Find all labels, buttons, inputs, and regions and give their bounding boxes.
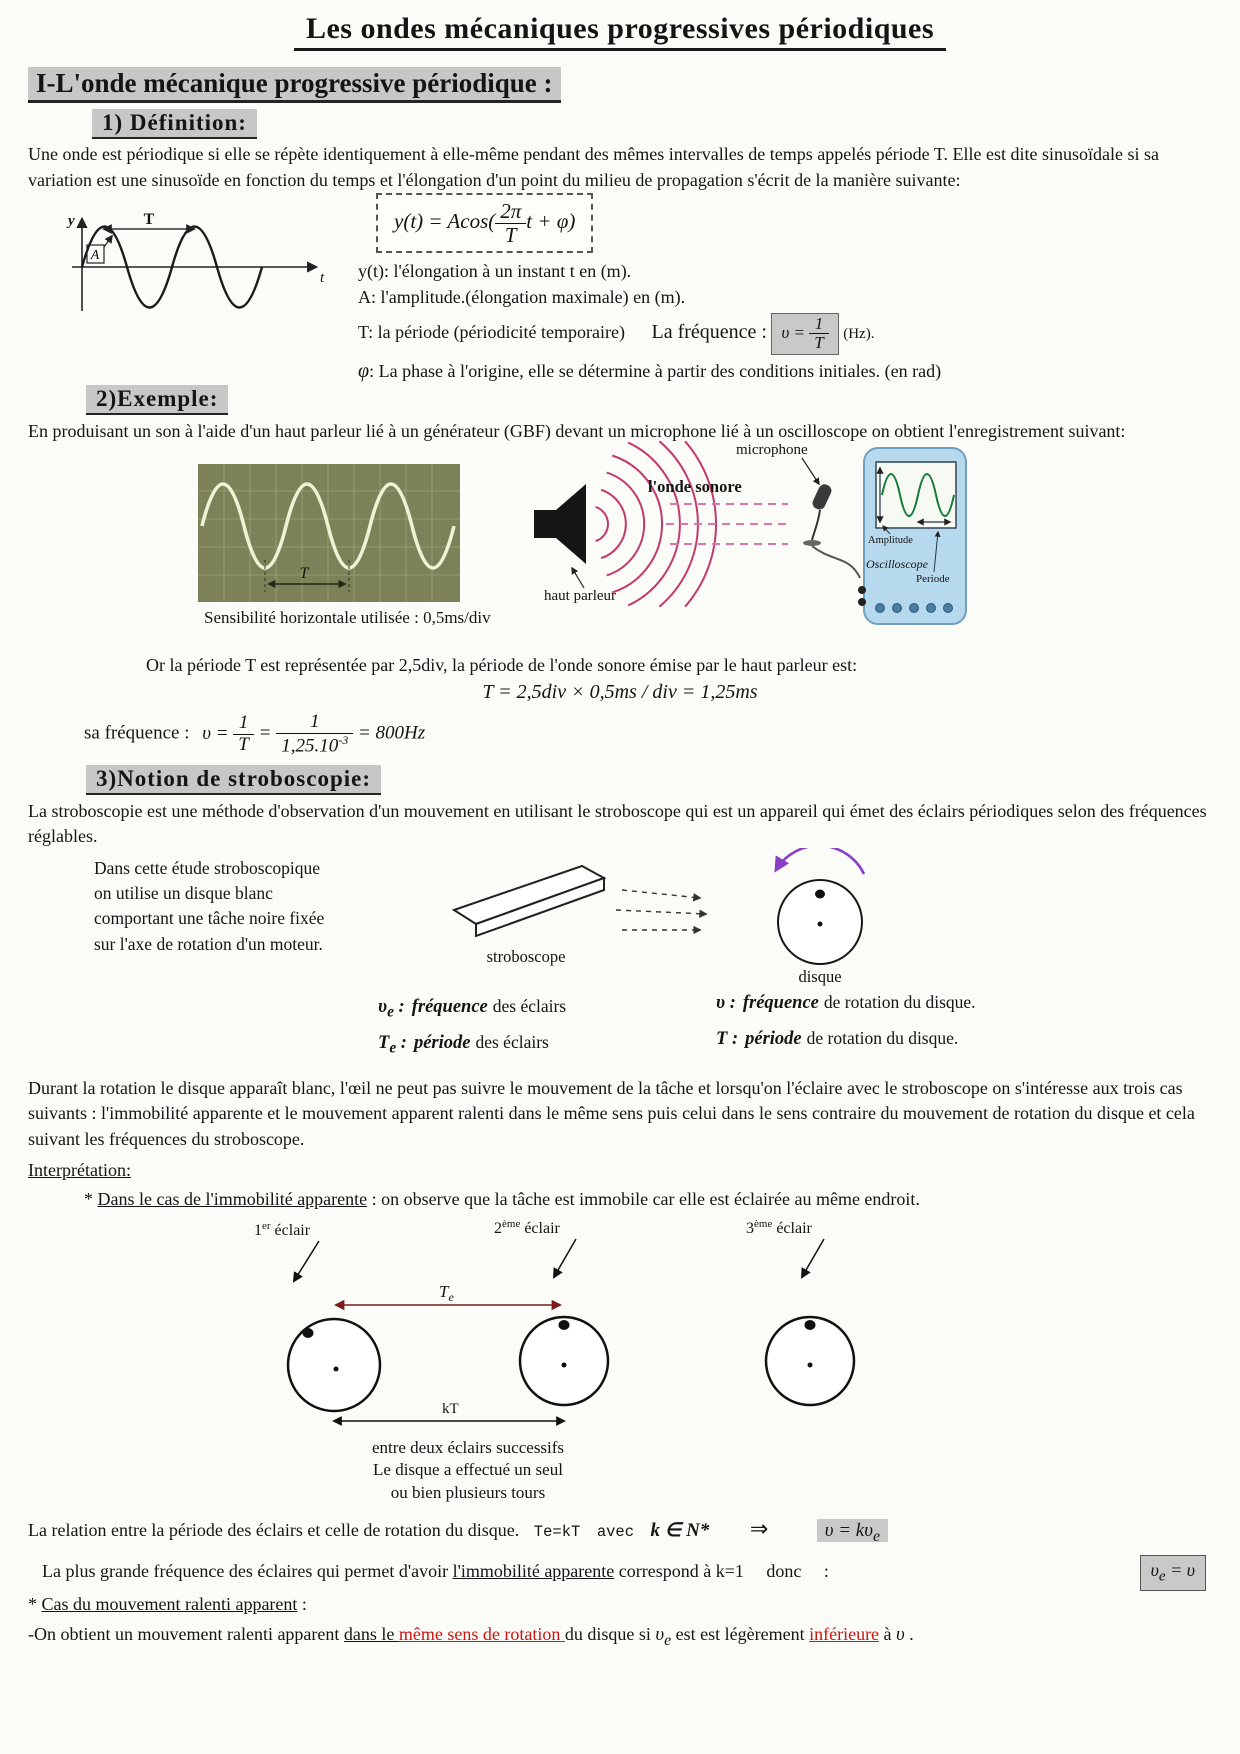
- interpretation-heading: Interprétation:: [28, 1160, 131, 1181]
- frequency-equality-box: $\upsilon_e = \upsilon$: [1140, 1555, 1206, 1591]
- amplitude-annotation: Amplitude: [868, 534, 913, 546]
- flash-period-def: $T_e$ : période des éclairs: [378, 1031, 549, 1057]
- wave-equation-box: [376, 193, 593, 253]
- example-heading: 2)Exemple:: [86, 385, 228, 415]
- frequency-label: La fréquence :: [651, 321, 767, 344]
- sound-wave-dashes: [666, 504, 792, 544]
- oscilloscope-photo: [198, 464, 460, 602]
- rotation-arrow: [776, 848, 864, 874]
- rotation-frequency-def: υ : fréquence de rotation du disque.: [716, 991, 976, 1013]
- phi-symbol: φ: [358, 359, 370, 382]
- kt-label: kT: [442, 1401, 459, 1418]
- period-label: T: [143, 211, 155, 229]
- definition-figure: [28, 197, 1212, 382]
- flash-caption: entre deux éclairs successifs Le disque a effectué un seul ou bien plusieurs tours: [371, 1438, 565, 1502]
- flash1-label: 1er éclair: [254, 1220, 311, 1240]
- symbol-descriptions: [358, 261, 1218, 388]
- definition-paragraph: [28, 142, 1212, 193]
- y-axis-label: y: [68, 213, 75, 230]
- stroboscopy-paragraph: La stroboscopie est une méthode d'observation d'un mouvement en utilisant le stroboscope qui est un appareil qui émet des éclairs périodiques selon des fréquences réglables.: [28, 800, 1207, 847]
- frequency-fraction-2: $\frac{1}{1,25.10^{-3}}$: [276, 712, 353, 756]
- disque-mark: [815, 889, 825, 898]
- sound-wave-label: l'onde sonore: [648, 476, 742, 496]
- flash1-arrow: [294, 1241, 319, 1281]
- period-annotation: Periode: [916, 572, 950, 585]
- section-heading: I-L'onde mécanique progressive périodique :: [28, 67, 561, 103]
- flash3-label: 3ème éclair: [746, 1219, 812, 1238]
- period-equation: T = 2,5div × 0,5ms / div = 1,25ms: [482, 681, 758, 704]
- speaker-shape: [534, 484, 586, 564]
- example-intro: En produisant un son à l'aide d'un haut parleur lié à un générateur (GBF) devant un microphone lié à un oscilloscope on obtient l'enregistrement suivant:: [28, 421, 1126, 442]
- microphone-pointer: [802, 458, 819, 484]
- sine-wave-graph: [62, 207, 334, 325]
- graph-axes: [72, 219, 316, 311]
- nu-symbol: υ: [896, 1623, 905, 1645]
- period-description: T: la période (périodicité temporaire) La fréquence : υ = $\frac{1}{T}$ (Hz).: [358, 313, 1218, 355]
- stroboscopy-heading: 3)Notion de stroboscopie:: [86, 765, 381, 795]
- elongation-description: y(t): l'élongation à un instant t en (m).: [358, 261, 632, 282]
- max-frequency-line: La plus grande fréquence des éclaires qui permet d'avoir l'immobilité apparente correspond à k=1 donc : $\upsilon_e = \upsilon$: [42, 1559, 1212, 1585]
- stroboscopy-figure: [28, 854, 1212, 1070]
- frequency-calc-label: sa fréquence :: [84, 722, 190, 744]
- stroboscope-diagram: [442, 856, 742, 968]
- frequency-unit: (Hz).: [843, 326, 875, 343]
- implies-arrow: ⇒: [749, 1516, 769, 1542]
- disque-diagram: [750, 848, 900, 988]
- relation-tekt: Te=kT: [533, 1523, 581, 1542]
- te-label: $T_e$: [439, 1282, 454, 1305]
- wave-equation-lhs: y(t) = Acos(: [394, 209, 496, 234]
- flash2-label: 2ème éclair: [494, 1219, 560, 1238]
- frequency-calculation: sa fréquence : υ = $\frac{1}{T}$ = $\frac{1}{1,25.10^{-3}}$ = 800Hz: [84, 711, 426, 757]
- microphone-shape: [803, 482, 860, 578]
- slow-motion-line: -On obtient un mouvement ralenti apparent dans le même sens de rotation du disque si $\upsilon_e$ est est légèrement inférieure à υ .: [28, 1623, 914, 1649]
- flash3-arrow: [802, 1239, 824, 1277]
- period-sentence: Or la période T est représentée par 2,5div, la période de l'onde sonore émise par le haut parleur est:: [146, 654, 858, 675]
- wave-equation-rhs: + φ): [537, 209, 576, 234]
- example-figure: [28, 441, 1212, 650]
- frequency-result: = 800Hz: [357, 722, 426, 744]
- flash-diagram: [94, 1219, 994, 1431]
- slow-motion-heading: * Cas du mouvement ralenti apparent :: [28, 1594, 307, 1615]
- oscilloscope-annotation: Oscilloscope: [866, 556, 928, 571]
- frequency-formula-box: υ = $\frac{1}{T}$: [771, 313, 838, 355]
- stroboscope-shape: [454, 866, 604, 936]
- phase-description: φ: La phase à l'origine, elle se détermine à partir des conditions initiales. (en rad): [358, 359, 942, 382]
- relation-result: $\upsilon = k\upsilon_e$: [817, 1519, 888, 1542]
- flash-beams: [616, 890, 706, 930]
- definition-paragraph-line2: Elle est dite sinusoïdale si sa variation est une sinusoïde en fonction du temps et l'élongation d'un point du milieu de propagation s'écrit de la manière suivante:: [28, 144, 1159, 190]
- disque-label: disque: [798, 966, 842, 986]
- relation-line: La relation entre la période des éclairs et celle de rotation du disque. Te=kT avec k ∈ N* ⇒ $\upsilon = k\upsilon_e$: [28, 1513, 1212, 1548]
- sound-experiment-diagram: [520, 440, 972, 632]
- flash-figure: [28, 1215, 1212, 1507]
- rotation-paragraph: Durant la rotation le disque apparaît blanc, l'œil ne peut pas suivre le mouvement de la tâche et lorsqu'on l'éclaire avec le stroboscope on s'intéresse aux trois cas suivants : l'immobilité apparente et le mouvement apparent ralenti dans le même sens puis celui dans le sens contraire du mouvement de rotation du disque et cela suivant les fréquences du stroboscope.: [28, 1077, 1195, 1149]
- amplitude-arrow: [104, 236, 112, 247]
- disc-2: [520, 1317, 608, 1405]
- wave-equation-variable: t: [526, 209, 533, 234]
- definition-heading: 1) Définition:: [92, 109, 257, 139]
- nu-e-symbol: $\upsilon_e$: [655, 1623, 672, 1649]
- amplitude-description: A: l'amplitude.(élongation maximale) en (m).: [358, 287, 686, 308]
- flash2-arrow: [554, 1239, 576, 1277]
- photo-period-label: T: [299, 564, 309, 582]
- disc-3: [766, 1317, 854, 1405]
- page-title: Les ondes mécaniques progressives périodiques: [294, 12, 946, 51]
- definition-paragraph-line1: Une onde est périodique si elle se répète identiquement à elle-même pendant des mêmes intervalles de temps appelés période T.: [28, 144, 949, 164]
- wave-equation-fraction: $\frac{2\pi}{T}$: [495, 200, 526, 246]
- flash-frequency-def: $\upsilon_e$ : fréquence des éclairs: [378, 995, 567, 1021]
- stroboscopy-note: Dans cette étude stroboscopique on utilise un disque blanc comportant une tâche noire fixée sur l'axe de rotation d'un moteur.: [94, 857, 325, 954]
- disque-center: [818, 921, 823, 926]
- frequency-fraction-1: $\frac{1}{T}$: [233, 713, 254, 755]
- immobility-case-line: * Dans le cas de l'immobilité apparente : on observe que la tâche est immobile car elle est éclairée au même endroit.: [84, 1188, 920, 1209]
- frequency-fraction: $\frac{1}{T}$: [809, 315, 828, 353]
- microphone-label: microphone: [736, 441, 808, 458]
- sensitivity-caption: Sensibilité horizontale utilisée : 0,5ms/div: [204, 607, 491, 627]
- amplitude-label: A: [90, 248, 100, 264]
- rotation-period-def: T : période de rotation du disque.: [716, 1027, 959, 1049]
- speaker-label: haut parleur: [544, 587, 617, 604]
- speaker-pointer: [572, 568, 584, 588]
- stroboscope-label: stroboscope: [486, 946, 566, 966]
- time-axis-label: t: [320, 270, 325, 287]
- relation-k-condition: k ∈ N*: [650, 1520, 710, 1542]
- disc-1: [288, 1319, 380, 1411]
